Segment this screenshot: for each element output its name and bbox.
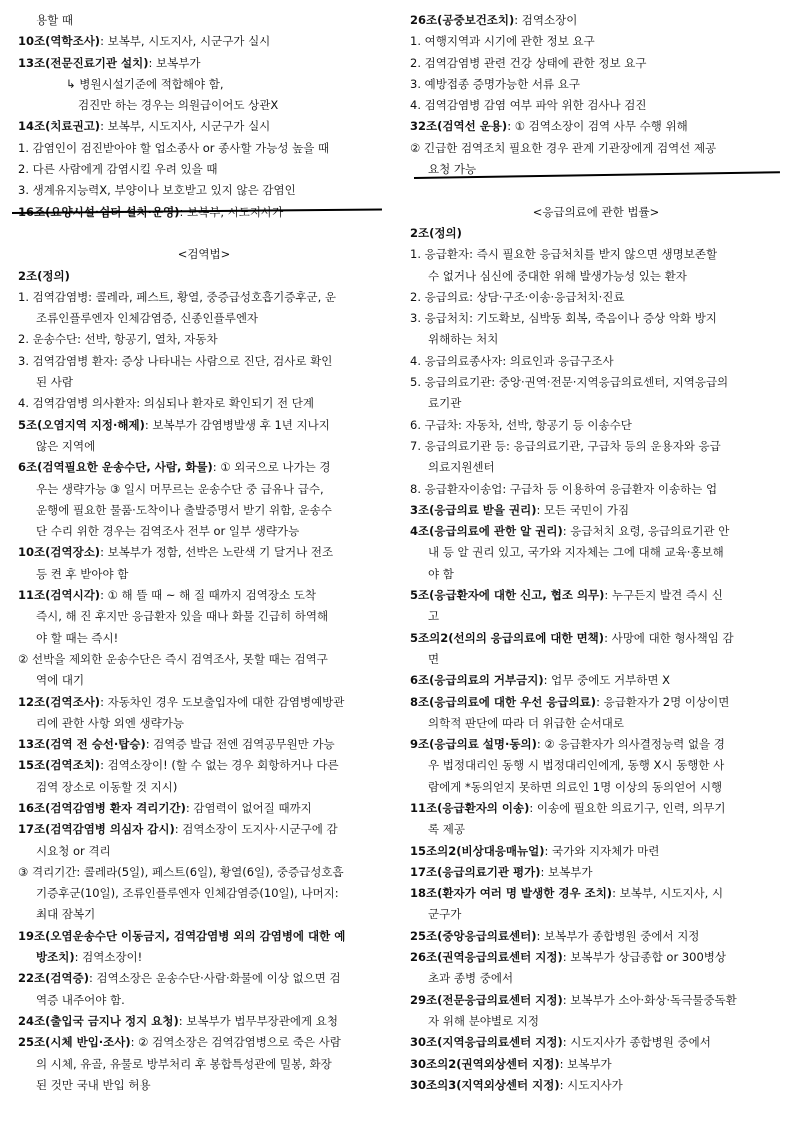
text-line bbox=[18, 308, 390, 329]
article-heading: 방조치) bbox=[36, 950, 75, 965]
text-line bbox=[410, 968, 782, 989]
line-text: : 검역소장이 bbox=[514, 13, 578, 27]
text-line bbox=[410, 926, 782, 947]
line-text: 야 함 bbox=[428, 566, 454, 581]
line-text: : 자동차인 경우 도보출입자에 대한 감염병예방관 bbox=[100, 694, 345, 709]
line-text: 8. 응급환자이송업: 구급차 등 이용하여 응급환자 이송하는 업 bbox=[410, 481, 718, 496]
article-heading: 17조(응급의료기관 평가) bbox=[410, 864, 541, 879]
line-text: 3. 생계유지능력X, 부양이나 보호받고 있지 않은 감염인 bbox=[18, 183, 296, 198]
text-line bbox=[410, 1011, 782, 1032]
article-heading: 19조(오염운송수단 이동금지, 검역감염병 외의 감염병에 대한 예 bbox=[18, 928, 346, 943]
text-line bbox=[18, 926, 390, 947]
text-line bbox=[18, 606, 390, 627]
text-line bbox=[18, 415, 390, 436]
section-title bbox=[410, 202, 782, 223]
line-text: : 누구든지 발견 즉시 신 bbox=[604, 588, 723, 603]
article-heading: 14조(치료권고) bbox=[18, 119, 101, 134]
article-heading: 10조(역학조사) bbox=[18, 34, 101, 49]
line-text: <검역법> bbox=[177, 247, 231, 262]
line-text: 1. 응급환자: 즉시 필요한 응급처치를 받지 않으면 생명보존할 bbox=[410, 247, 718, 262]
line-text: 검진만 하는 경우는 의원급이어도 상관X bbox=[78, 98, 279, 113]
text-line bbox=[410, 1032, 782, 1053]
article-heading: 2조(정의) bbox=[410, 225, 462, 240]
article-heading: 17조(검역감염병 의심자 감시) bbox=[18, 822, 175, 837]
text-line bbox=[18, 841, 390, 862]
article-heading: 24조(출입국 금지나 정지 요청) bbox=[18, 1013, 179, 1028]
article-heading: 32조(검역선 운용) bbox=[410, 119, 508, 134]
line-text: 된 것만 국내 반입 허용 bbox=[36, 1077, 151, 1092]
text-line bbox=[18, 777, 390, 798]
line-text: 록 제공 bbox=[428, 822, 465, 837]
article-heading: 30조의2(권역외상센터 지정) bbox=[410, 1056, 560, 1071]
article-heading: 9조(응급의료 설명·동의) bbox=[410, 737, 537, 752]
line-text: : 시도지사가 종합병원 중에서 bbox=[562, 1035, 711, 1050]
text-line bbox=[18, 713, 390, 734]
line-text: : 검역소장이! bbox=[74, 950, 143, 965]
line-text: 1. 검역감염병: 콜레라, 페스트, 황열, 중증급성호흡기증후군, 운 bbox=[18, 289, 337, 304]
line-text: : ① 외국으로 나가는 경 bbox=[212, 460, 331, 475]
article-heading: 2조(정의) bbox=[18, 268, 70, 283]
line-text: 단 수리 위한 경우는 검역조사 전부 or 일부 생략가능 bbox=[36, 524, 300, 539]
line-text: 즉시, 해 진 후지만 응급환자 있을 때나 화물 긴급히 하역해 bbox=[36, 609, 329, 624]
line-text: 면 bbox=[428, 651, 440, 666]
line-text: : 검역소장은 운송수단·사람·화물에 이상 없으면 검 bbox=[88, 971, 341, 986]
article-heading: 13조(전문진료기관 설치) bbox=[18, 55, 149, 70]
article-heading: 16조(검역감염병 환자 격리기간) bbox=[18, 800, 186, 815]
text-line bbox=[410, 500, 782, 521]
line-text: 역에 대기 bbox=[36, 673, 85, 688]
line-text: 역증 내주어야 함. bbox=[36, 992, 125, 1007]
text-line bbox=[18, 180, 390, 201]
line-text: ↳ 병원시설기준에 적합해야 함, bbox=[66, 76, 224, 91]
line-text: : 검역증 발급 전엔 검역공무원만 가능 bbox=[145, 737, 335, 752]
line-text: 내 등 알 권리 있고, 국가와 지자체는 그에 대해 교육·홍보해 bbox=[428, 545, 724, 560]
line-text: 군구가 bbox=[428, 907, 462, 922]
text-line bbox=[410, 947, 782, 968]
article-heading: 15조의2(비상대응매뉴얼) bbox=[410, 843, 545, 858]
line-text: : ① 검역소장이 검역 사무 수행 위해 bbox=[507, 119, 688, 134]
text-line bbox=[410, 31, 782, 52]
line-text: : 검역소장이! (할 수 없는 경우 회항하거나 다른 bbox=[100, 758, 339, 773]
article-heading: 3조(응급의료 받을 권리) bbox=[410, 502, 537, 517]
text-line bbox=[410, 883, 782, 904]
text-line bbox=[410, 393, 782, 414]
article-heading: 30조의3(지역외상센터 지정) bbox=[410, 1077, 560, 1092]
article-heading: 16조(요양시설·쉼터 설치·운영) bbox=[18, 204, 180, 219]
article-heading: 25조(시체 반입·조사) bbox=[18, 1035, 131, 1050]
text-line bbox=[410, 606, 782, 627]
text-line bbox=[18, 819, 390, 840]
line-text: 고 bbox=[428, 609, 440, 624]
text-line bbox=[410, 10, 782, 31]
text-line bbox=[18, 542, 390, 563]
text-line bbox=[18, 947, 390, 968]
section-title bbox=[18, 244, 390, 265]
text-line bbox=[18, 138, 390, 159]
text-line bbox=[18, 1032, 390, 1053]
line-text: 리에 관한 사항 외엔 생략가능 bbox=[36, 715, 184, 730]
text-line bbox=[410, 670, 782, 691]
line-text: 1. 여행지역과 시기에 관한 정보 요구 bbox=[410, 34, 595, 49]
text-line bbox=[410, 95, 782, 116]
line-text: : 보복부가 감염병발생 후 1년 지나지 bbox=[144, 417, 330, 432]
article-heading: 15조(검역조치) bbox=[18, 758, 101, 773]
text-line bbox=[410, 436, 782, 457]
line-text: 우는 생략가능 ③ 일시 머무르는 운송수단 중 급유나 급수, bbox=[36, 481, 324, 496]
article-heading: 6조(응급의료의 거부금지) bbox=[410, 673, 544, 688]
text-line bbox=[410, 628, 782, 649]
line-text: 최대 잠복기 bbox=[36, 907, 96, 922]
text-line bbox=[18, 436, 390, 457]
text-line bbox=[18, 990, 390, 1011]
text-line bbox=[410, 53, 782, 74]
article-heading: 4조(응급의료에 관한 알 권리) bbox=[410, 524, 563, 539]
text-line bbox=[18, 116, 390, 137]
text-line bbox=[18, 1054, 390, 1075]
line-text: : 보복부가 상급종합 or 300병상 bbox=[562, 950, 727, 965]
line-text: 요청 가능 bbox=[428, 162, 477, 177]
text-line bbox=[18, 862, 390, 883]
article-heading: 10조(검역장소) bbox=[18, 545, 101, 560]
line-text: : 사망에 대한 형사책임 감 bbox=[604, 630, 734, 645]
text-line bbox=[410, 372, 782, 393]
article-heading: 22조(검역증) bbox=[18, 971, 89, 986]
text-line bbox=[410, 542, 782, 563]
line-text: : 보복부, 시도지사, 시군구가 실시 bbox=[100, 34, 271, 49]
text-line bbox=[18, 1075, 390, 1096]
article-heading: 30조(지역응급의료센터 지정) bbox=[410, 1035, 563, 1050]
left-column bbox=[18, 10, 390, 1096]
line-text: 의 시체, 유골, 유물로 방부처리 후 봉합특성관에 밀봉, 화장 bbox=[36, 1056, 332, 1071]
text-line bbox=[410, 649, 782, 670]
text-line bbox=[18, 500, 390, 521]
text-line bbox=[18, 74, 390, 95]
line-text: : 보복부가 종합병원 중에서 지정 bbox=[536, 928, 700, 943]
line-text: : 보복부가 법무부장관에게 요청 bbox=[178, 1013, 338, 1028]
line-text: : 보복부가 bbox=[559, 1056, 612, 1071]
line-text: 3. 검역감염병 환자: 증상 나타내는 사람으로 진단, 검사로 확인 bbox=[18, 353, 333, 368]
text-line bbox=[18, 564, 390, 585]
text-line bbox=[18, 1011, 390, 1032]
article-heading: 6조(검역필요한 운송수단, 사람, 화물) bbox=[18, 460, 213, 475]
text-line bbox=[410, 351, 782, 372]
line-text: 료기관 bbox=[428, 396, 462, 411]
text-line bbox=[18, 329, 390, 350]
article-heading: 5조(응급환자에 대한 신고, 협조 의무) bbox=[410, 588, 605, 603]
text-line bbox=[410, 692, 782, 713]
text-line bbox=[410, 1075, 782, 1096]
line-text: 운행에 필요한 물품·도착이나 출발증명서 받기 위함, 운송수 bbox=[36, 502, 332, 517]
line-text: : ② 검역소장은 검역감염병으로 죽은 사람 bbox=[130, 1035, 341, 1050]
line-text: 2. 검역감염병 관련 건강 상태에 관한 정보 요구 bbox=[410, 55, 647, 70]
text-line bbox=[410, 138, 782, 159]
article-heading: 13조(검역 전 승선·탑승) bbox=[18, 737, 146, 752]
article-heading: 11조(응급환자의 이송) bbox=[410, 800, 530, 815]
text-line bbox=[18, 755, 390, 776]
text-line bbox=[410, 862, 782, 883]
text-line bbox=[18, 968, 390, 989]
line-text: : 국가와 지자체가 마련 bbox=[544, 843, 660, 858]
text-line bbox=[18, 904, 390, 925]
line-text: 야 할 때는 즉시! bbox=[36, 630, 119, 645]
text-line bbox=[410, 777, 782, 798]
text-line bbox=[18, 372, 390, 393]
text-line bbox=[18, 585, 390, 606]
text-line bbox=[18, 521, 390, 542]
line-text: 용할 때 bbox=[36, 13, 73, 27]
line-text: : 감염력이 없어질 때까지 bbox=[185, 800, 312, 815]
line-text: ② 긴급한 검역조치 필요한 경우 관계 기관장에게 검역선 제공 bbox=[410, 140, 717, 155]
article-heading: 12조(검역조사) bbox=[18, 694, 101, 709]
text-line bbox=[410, 734, 782, 755]
text-line bbox=[410, 904, 782, 925]
line-text: 자 위해 분야별로 지정 bbox=[428, 1013, 539, 1028]
text-line bbox=[410, 223, 782, 244]
line-text: 4. 응급의료종사자: 의료인과 응급구조사 bbox=[410, 353, 614, 368]
text-line bbox=[410, 755, 782, 776]
text-line bbox=[18, 479, 390, 500]
line-text: : 보복부가 bbox=[148, 55, 201, 70]
text-line bbox=[18, 266, 390, 287]
text-line bbox=[410, 266, 782, 287]
text-line bbox=[18, 351, 390, 372]
line-text: 수 없거나 심신에 중대한 위해 발생가능성 있는 환자 bbox=[428, 268, 687, 283]
text-line bbox=[410, 74, 782, 95]
text-line bbox=[410, 329, 782, 350]
text-line bbox=[410, 116, 782, 137]
line-text: 3. 응급처치: 기도확보, 심박동 회복, 죽음이나 증상 악화 방지 bbox=[410, 311, 717, 326]
line-text: 5. 응급의료기관: 중앙·권역·전문·지역응급의료센터, 지역응급의 bbox=[410, 375, 729, 390]
line-text: 2. 운송수단: 선박, 항공기, 열차, 자동차 bbox=[18, 332, 218, 347]
text-line bbox=[18, 649, 390, 670]
line-text: 초과 종병 중에서 bbox=[428, 971, 514, 986]
line-text: 검역 장소로 이동할 것 지시) bbox=[36, 779, 178, 794]
text-line bbox=[410, 1054, 782, 1075]
text-line bbox=[18, 95, 390, 116]
article-heading: 29조(전문응급의료센터 지정) bbox=[410, 992, 563, 1007]
article-heading: 11조(검역시각) bbox=[18, 588, 101, 603]
line-text: : 시도지사가 bbox=[559, 1077, 623, 1092]
text-line bbox=[410, 244, 782, 265]
line-text: 1. 감염인이 검진받아야 할 업소종사 or 종사할 가능성 높을 때 bbox=[18, 140, 330, 155]
article-heading: 5조(오염지역 지정·해제) bbox=[18, 417, 145, 432]
line-text: 의료지원센터 bbox=[428, 460, 495, 475]
line-text: 위해하는 처치 bbox=[428, 332, 499, 347]
line-text: : 이송에 필요한 의료기구, 인력, 의무기 bbox=[529, 800, 726, 815]
line-text: 기증후군(10일), 조류인플루엔자 인체감염증(10일), 나머지: bbox=[36, 886, 339, 901]
text-line bbox=[18, 53, 390, 74]
text-line bbox=[18, 393, 390, 414]
text-line bbox=[410, 564, 782, 585]
line-text: 4. 검역감염병 의사환자: 의심되나 환자로 확인되기 전 단계 bbox=[18, 396, 314, 411]
line-text: : 보복부가 bbox=[540, 864, 593, 879]
text-line bbox=[18, 670, 390, 691]
line-text: 시요청 or 격리 bbox=[36, 843, 111, 858]
line-text: 람에게 *동의얻지 못하면 의료인 1명 이상의 동의얻어 시행 bbox=[428, 779, 723, 794]
article-heading: 18조(환자가 여러 명 발생한 경우 조치) bbox=[410, 886, 613, 901]
article-heading: 26조(공중보건조치) bbox=[410, 13, 515, 27]
line-text: : 모든 국민이 가짐 bbox=[536, 502, 630, 517]
line-text: 7. 응급의료기관 등: 응급의료기관, 구급차 등의 운용자와 응급 bbox=[410, 438, 721, 453]
text-line bbox=[410, 521, 782, 542]
text-line bbox=[18, 692, 390, 713]
text-line bbox=[410, 798, 782, 819]
text-line bbox=[18, 798, 390, 819]
line-text: 우 법정대리인 동행 시 법정대리인에게, 동행 X시 동행한 사 bbox=[428, 758, 725, 773]
line-text: 2. 응급의료: 상담·구조·이송·응급처치·진료 bbox=[410, 289, 625, 304]
line-text: : ① 해 뜰 때 ~ 해 질 때까지 검역장소 도착 bbox=[100, 588, 316, 603]
text-line bbox=[410, 819, 782, 840]
line-text: : 보복부가 정함, 선박은 노란색 기 달거나 전조 bbox=[100, 545, 334, 560]
line-text: : 업무 중에도 거부하면 X bbox=[543, 673, 670, 688]
line-text: ③ 격리기간: 콜레라(5일), 페스트(6일), 황열(6일), 중증급성호흡 bbox=[18, 864, 344, 879]
line-text: 6. 구급차: 자동차, 선박, 항공기 등 이송수단 bbox=[410, 417, 632, 432]
line-text: 된 사람 bbox=[36, 375, 73, 390]
text-line bbox=[18, 159, 390, 180]
line-text: 않은 지역에 bbox=[36, 438, 96, 453]
text-line bbox=[18, 10, 390, 31]
text-line bbox=[410, 308, 782, 329]
line-text: 의학적 판단에 따라 더 위급한 순서대로 bbox=[428, 715, 625, 730]
text-line bbox=[18, 223, 390, 244]
line-text: ② 선박을 제외한 운송수단은 즉시 검역조사, 못할 때는 검역구 bbox=[18, 651, 328, 666]
text-line bbox=[410, 457, 782, 478]
line-text: 2. 다른 사람에게 감염시킬 우려 있을 때 bbox=[18, 162, 218, 177]
article-heading: 26조(권역응급의료센터 지정) bbox=[410, 950, 563, 965]
text-line bbox=[410, 713, 782, 734]
line-text: 등 켠 후 받아야 함 bbox=[36, 566, 129, 581]
text-line bbox=[410, 180, 782, 201]
line-text: 조류인플루엔자 인체감염증, 신종인플루엔자 bbox=[36, 311, 259, 326]
line-text: : 보복부, 시도지사가 bbox=[179, 204, 284, 219]
line-text: : 보복부, 시도지사, 시군구가 실시 bbox=[100, 119, 271, 134]
line-text: : ② 응급환자가 의사결정능력 없을 경 bbox=[536, 737, 725, 752]
line-text: <응급의료에 관한 법률> bbox=[532, 204, 660, 219]
line-text: : 보복부가 소아·화상·독극물중독환 bbox=[562, 992, 737, 1007]
article-heading: 5조의2(선의의 응급의료에 대한 면책) bbox=[410, 630, 605, 645]
line-text: : 응급환자가 2명 이상이면 bbox=[596, 694, 730, 709]
article-heading: 25조(중앙응급의료센터) bbox=[410, 928, 537, 943]
text-line bbox=[410, 415, 782, 436]
text-line bbox=[410, 990, 782, 1011]
line-text: 3. 예방접종 증명가능한 서류 요구 bbox=[410, 76, 581, 91]
line-text: : 검역소장이 도지사·시군구에 감 bbox=[174, 822, 338, 837]
text-line bbox=[410, 479, 782, 500]
text-line bbox=[18, 883, 390, 904]
text-line bbox=[410, 585, 782, 606]
text-line bbox=[18, 287, 390, 308]
text-line bbox=[18, 628, 390, 649]
text-line bbox=[18, 457, 390, 478]
text-line bbox=[18, 734, 390, 755]
line-text: : 보복부, 시도지사, 시 bbox=[612, 886, 724, 901]
text-line bbox=[410, 287, 782, 308]
line-text: : 응급처치 요령, 응급의료기관 안 bbox=[562, 524, 730, 539]
article-heading: 8조(응급의료에 대한 우선 응급의료) bbox=[410, 694, 597, 709]
text-line bbox=[18, 31, 390, 52]
line-text: 4. 검역감염병 감염 여부 파악 위한 검사나 검진 bbox=[410, 98, 647, 113]
text-line bbox=[410, 841, 782, 862]
